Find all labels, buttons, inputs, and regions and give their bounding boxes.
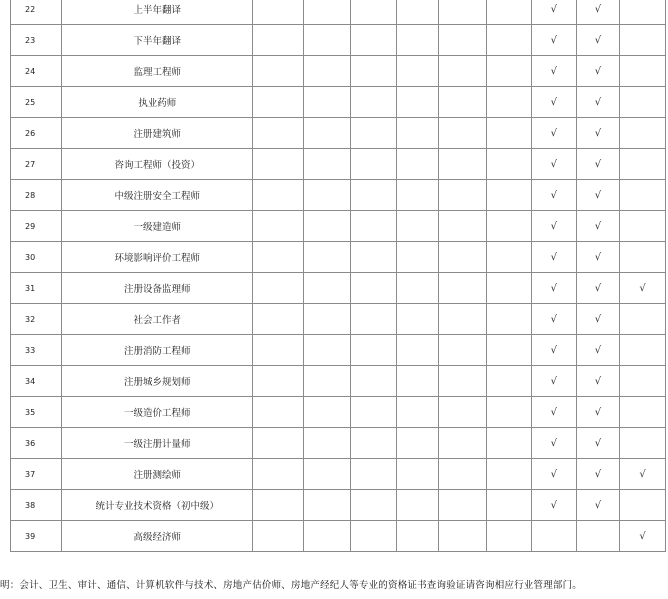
empty-cell xyxy=(351,521,397,552)
table-row xyxy=(11,0,666,25)
check-mark-cell: √ xyxy=(531,211,576,242)
empty-cell xyxy=(396,25,439,56)
empty-cell xyxy=(487,56,532,87)
empty-cell xyxy=(304,56,351,87)
row-number: 23 xyxy=(11,25,62,56)
empty-cell xyxy=(253,0,304,25)
empty-cell xyxy=(304,428,351,459)
table-row xyxy=(11,490,666,521)
check-mark-cell: √ xyxy=(576,0,620,25)
empty-cell xyxy=(304,180,351,211)
row-number: 22 xyxy=(11,0,62,25)
empty-cell xyxy=(487,428,532,459)
empty-cell xyxy=(351,149,397,180)
table-row xyxy=(11,397,666,428)
empty-cell xyxy=(620,397,666,428)
empty-cell xyxy=(304,490,351,521)
empty-cell xyxy=(253,242,304,273)
footnote: 明：会计、卫生、审计、通信、计算机软件与技术、房地产估价师、房地产经纪人等专业的资格证书查询验证请咨询相应行业管理部门。 xyxy=(0,580,583,591)
empty-cell xyxy=(304,211,351,242)
empty-cell xyxy=(304,459,351,490)
empty-cell xyxy=(487,397,532,428)
empty-cell xyxy=(487,459,532,490)
check-mark-cell: √ xyxy=(531,180,576,211)
qualification-name: 注册设备监理师 xyxy=(62,273,253,304)
check-mark-cell: √ xyxy=(576,56,620,87)
table-row xyxy=(11,242,666,273)
empty-cell xyxy=(351,459,397,490)
empty-cell xyxy=(253,397,304,428)
empty-cell xyxy=(439,459,487,490)
qualification-name: 上半年翻译 xyxy=(62,0,253,25)
check-mark-cell: √ xyxy=(576,149,620,180)
empty-cell xyxy=(396,149,439,180)
empty-cell xyxy=(253,273,304,304)
empty-cell xyxy=(253,459,304,490)
empty-cell xyxy=(396,428,439,459)
qualification-name: 注册建筑师 xyxy=(62,118,253,149)
empty-cell xyxy=(396,180,439,211)
empty-cell xyxy=(396,242,439,273)
qualification-name: 咨询工程师（投资） xyxy=(62,149,253,180)
empty-cell xyxy=(439,211,487,242)
empty-cell xyxy=(620,335,666,366)
empty-cell xyxy=(351,242,397,273)
empty-cell xyxy=(253,428,304,459)
empty-cell xyxy=(351,273,397,304)
table-row xyxy=(11,211,666,242)
empty-cell xyxy=(487,180,532,211)
empty-cell xyxy=(351,397,397,428)
empty-cell xyxy=(253,87,304,118)
qualification-name: 监理工程师 xyxy=(62,56,253,87)
check-mark-cell: √ xyxy=(531,304,576,335)
check-mark-cell: √ xyxy=(576,397,620,428)
row-number: 24 xyxy=(11,56,62,87)
check-mark-cell: √ xyxy=(620,459,666,490)
table-row xyxy=(11,118,666,149)
qualification-name: 注册消防工程师 xyxy=(62,335,253,366)
qualification-name: 执业药师 xyxy=(62,87,253,118)
empty-cell xyxy=(304,118,351,149)
check-mark-cell: √ xyxy=(576,366,620,397)
empty-cell xyxy=(253,149,304,180)
empty-cell xyxy=(304,242,351,273)
empty-cell xyxy=(304,335,351,366)
qualification-name: 统计专业技术资格（初中级） xyxy=(62,490,253,521)
check-mark-cell: √ xyxy=(576,87,620,118)
empty-cell xyxy=(439,87,487,118)
check-mark-cell: √ xyxy=(576,273,620,304)
table-row xyxy=(11,149,666,180)
empty-cell xyxy=(620,0,666,25)
table-row xyxy=(11,459,666,490)
empty-cell xyxy=(439,0,487,25)
check-mark-cell: √ xyxy=(576,25,620,56)
check-mark-cell: √ xyxy=(531,397,576,428)
empty-cell xyxy=(253,521,304,552)
check-mark-cell: √ xyxy=(531,56,576,87)
row-number: 32 xyxy=(11,304,62,335)
empty-cell xyxy=(351,335,397,366)
empty-cell xyxy=(487,490,532,521)
empty-cell xyxy=(304,366,351,397)
empty-cell xyxy=(439,273,487,304)
empty-cell xyxy=(396,211,439,242)
empty-cell xyxy=(351,0,397,25)
qualification-name: 下半年翻译 xyxy=(62,25,253,56)
empty-cell xyxy=(439,180,487,211)
check-mark-cell: √ xyxy=(531,273,576,304)
row-number: 37 xyxy=(11,459,62,490)
empty-cell xyxy=(439,118,487,149)
empty-cell xyxy=(396,459,439,490)
empty-cell xyxy=(439,242,487,273)
empty-cell xyxy=(304,521,351,552)
empty-cell xyxy=(351,304,397,335)
check-mark-cell: √ xyxy=(531,366,576,397)
qualification-name: 高级经济师 xyxy=(62,521,253,552)
table-row xyxy=(11,56,666,87)
check-mark-cell: √ xyxy=(620,521,666,552)
empty-cell xyxy=(439,149,487,180)
check-mark-cell: √ xyxy=(576,428,620,459)
empty-cell xyxy=(351,366,397,397)
empty-cell xyxy=(487,242,532,273)
empty-cell xyxy=(396,490,439,521)
row-number: 25 xyxy=(11,87,62,118)
empty-cell xyxy=(396,87,439,118)
empty-cell xyxy=(620,304,666,335)
empty-cell xyxy=(620,56,666,87)
row-number: 28 xyxy=(11,180,62,211)
empty-cell xyxy=(439,304,487,335)
empty-cell xyxy=(487,304,532,335)
check-mark-cell: √ xyxy=(576,242,620,273)
table-row xyxy=(11,428,666,459)
check-mark-cell: √ xyxy=(531,459,576,490)
table-row xyxy=(11,25,666,56)
check-mark-cell: √ xyxy=(531,87,576,118)
empty-cell xyxy=(620,242,666,273)
check-mark-cell: √ xyxy=(531,428,576,459)
qualification-name: 注册城乡规划师 xyxy=(62,366,253,397)
empty-cell xyxy=(396,0,439,25)
row-number: 31 xyxy=(11,273,62,304)
table-row xyxy=(11,335,666,366)
empty-cell xyxy=(439,25,487,56)
empty-cell xyxy=(351,211,397,242)
empty-cell xyxy=(620,366,666,397)
empty-cell xyxy=(304,304,351,335)
check-mark-cell: √ xyxy=(620,273,666,304)
certificate-table xyxy=(10,0,666,552)
row-number: 36 xyxy=(11,428,62,459)
table-body xyxy=(11,0,666,552)
row-number: 30 xyxy=(11,242,62,273)
empty-cell xyxy=(304,25,351,56)
check-mark-cell: √ xyxy=(531,490,576,521)
empty-cell xyxy=(253,56,304,87)
empty-cell xyxy=(531,521,576,552)
empty-cell xyxy=(576,521,620,552)
qualification-name: 一级造价工程师 xyxy=(62,397,253,428)
qualification-name: 一级注册计量师 xyxy=(62,428,253,459)
empty-cell xyxy=(351,428,397,459)
check-mark-cell: √ xyxy=(576,304,620,335)
empty-cell xyxy=(487,366,532,397)
empty-cell xyxy=(439,428,487,459)
empty-cell xyxy=(396,397,439,428)
qualification-name: 环境影响评价工程师 xyxy=(62,242,253,273)
row-number: 29 xyxy=(11,211,62,242)
table-row xyxy=(11,180,666,211)
row-number: 33 xyxy=(11,335,62,366)
check-mark-cell: √ xyxy=(531,0,576,25)
empty-cell xyxy=(396,273,439,304)
empty-cell xyxy=(253,490,304,521)
check-mark-cell: √ xyxy=(576,335,620,366)
empty-cell xyxy=(487,211,532,242)
empty-cell xyxy=(253,180,304,211)
check-mark-cell: √ xyxy=(576,118,620,149)
empty-cell xyxy=(304,273,351,304)
empty-cell xyxy=(396,118,439,149)
empty-cell xyxy=(396,521,439,552)
empty-cell xyxy=(620,25,666,56)
check-mark-cell: √ xyxy=(531,25,576,56)
empty-cell xyxy=(487,273,532,304)
empty-cell xyxy=(487,335,532,366)
row-number: 27 xyxy=(11,149,62,180)
empty-cell xyxy=(620,118,666,149)
check-mark-cell: √ xyxy=(576,211,620,242)
empty-cell xyxy=(620,149,666,180)
empty-cell xyxy=(304,0,351,25)
empty-cell xyxy=(253,304,304,335)
empty-cell xyxy=(396,366,439,397)
table-row xyxy=(11,87,666,118)
table-row xyxy=(11,273,666,304)
empty-cell xyxy=(253,366,304,397)
empty-cell xyxy=(487,87,532,118)
empty-cell xyxy=(620,87,666,118)
empty-cell xyxy=(351,87,397,118)
empty-cell xyxy=(439,366,487,397)
row-number: 39 xyxy=(11,521,62,552)
empty-cell xyxy=(439,521,487,552)
empty-cell xyxy=(253,211,304,242)
qualification-name: 注册测绘师 xyxy=(62,459,253,490)
empty-cell xyxy=(304,87,351,118)
empty-cell xyxy=(304,149,351,180)
empty-cell xyxy=(487,0,532,25)
empty-cell xyxy=(487,521,532,552)
qualification-name: 一级建造师 xyxy=(62,211,253,242)
empty-cell xyxy=(620,490,666,521)
empty-cell xyxy=(396,335,439,366)
check-mark-cell: √ xyxy=(531,242,576,273)
empty-cell xyxy=(439,397,487,428)
empty-cell xyxy=(620,180,666,211)
empty-cell xyxy=(620,211,666,242)
table-row xyxy=(11,304,666,335)
check-mark-cell: √ xyxy=(576,490,620,521)
empty-cell xyxy=(487,118,532,149)
empty-cell xyxy=(351,490,397,521)
qualification-name: 社会工作者 xyxy=(62,304,253,335)
table-row xyxy=(11,521,666,552)
empty-cell xyxy=(487,149,532,180)
qualification-name: 中级注册安全工程师 xyxy=(62,180,253,211)
row-number: 35 xyxy=(11,397,62,428)
empty-cell xyxy=(253,25,304,56)
empty-cell xyxy=(351,56,397,87)
empty-cell xyxy=(439,490,487,521)
empty-cell xyxy=(351,180,397,211)
row-number: 38 xyxy=(11,490,62,521)
check-mark-cell: √ xyxy=(531,118,576,149)
check-mark-cell: √ xyxy=(531,149,576,180)
empty-cell xyxy=(439,56,487,87)
empty-cell xyxy=(304,397,351,428)
empty-cell xyxy=(351,25,397,56)
check-mark-cell: √ xyxy=(531,335,576,366)
empty-cell xyxy=(487,25,532,56)
row-number: 34 xyxy=(11,366,62,397)
empty-cell xyxy=(351,118,397,149)
table-row xyxy=(11,366,666,397)
empty-cell xyxy=(253,118,304,149)
empty-cell xyxy=(439,335,487,366)
check-mark-cell: √ xyxy=(576,180,620,211)
empty-cell xyxy=(396,304,439,335)
check-mark-cell: √ xyxy=(576,459,620,490)
row-number: 26 xyxy=(11,118,62,149)
empty-cell xyxy=(253,335,304,366)
empty-cell xyxy=(396,56,439,87)
empty-cell xyxy=(620,428,666,459)
